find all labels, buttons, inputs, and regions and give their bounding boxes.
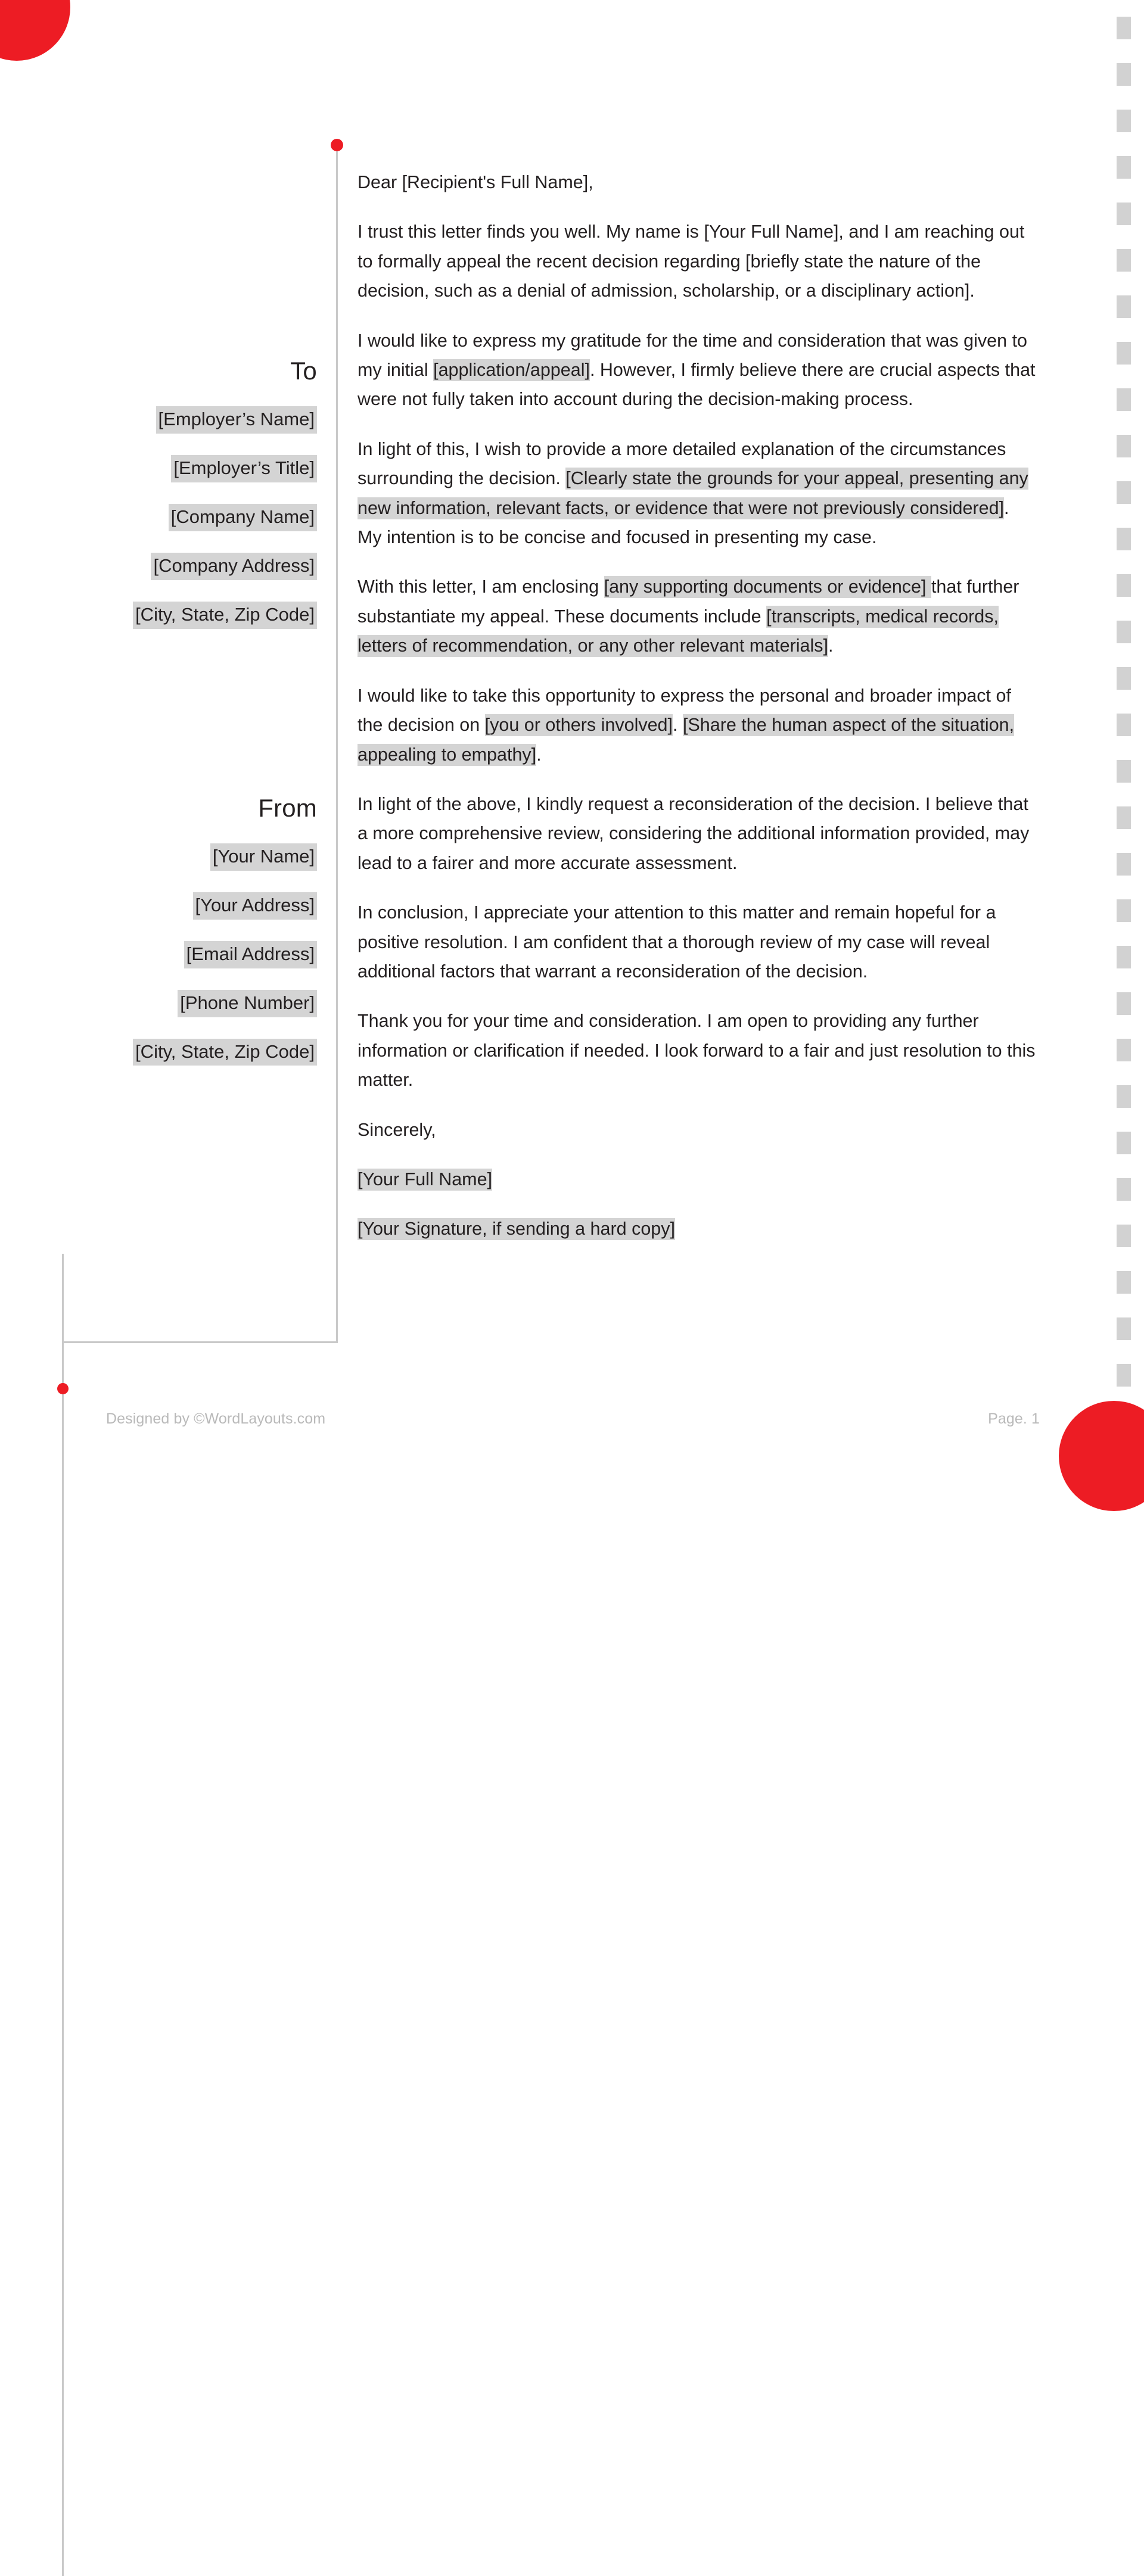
paragraph-conclusion: In conclusion, I appreciate your attention to this matter and remain hopeful for a positive resolution. I am confident that a thorough review of my case will reveal additional factors that warrant a reconsideration of the decision. [358,902,996,982]
paragraph-thanks: Thank you for your time and consideration. I am open to providing any further information or clarification if needed. I look forward to a fair and just resolution to this matter. [358,1011,1036,1091]
edge-block [1117,1317,1131,1340]
employer-name-field[interactable]: [Employer’s Name] [156,406,317,434]
phone-number-field[interactable]: [Phone Number] [178,990,317,1017]
para5-text-a: I would like to take this opportunity to express the personal and broader impact of the decision on [358,685,1011,736]
footer-vertical-line [62,1254,64,2576]
from-field-row [24,941,317,968]
employer-title-field[interactable]: [Employer’s Title] [171,455,317,482]
paragraph-intro: I trust this letter finds you well. My name is [Your Full Name], and I am reaching out to formally appeal the recent decision regarding [briefly state the nature of the decision, such as a denial of admission, scholarship, or a disciplinary action]. [358,222,1025,301]
edge-block [1117,1039,1131,1061]
placeholder-human-aspect[interactable]: [Share the human aspect of the situation, appealing to empathy] [358,715,1015,765]
para5-text-b: . [673,715,683,736]
address-sidebar [24,357,317,1066]
to-heading: To [290,357,317,385]
para3-text-a: In light of this, I wish to provide a more detailed explanation of the circumstances surrounding the decision. [358,438,1006,489]
to-field-row [24,455,317,482]
edge-block [1117,760,1131,783]
paragraph-enclosures [358,572,1036,661]
to-fields [24,406,317,629]
edge-block [1117,110,1131,132]
signature-line-row [358,1214,1036,1244]
edge-block-column [1117,17,1131,1470]
edge-block [1117,295,1131,318]
edge-block [1117,17,1131,39]
placeholder-your-signature[interactable]: [Your Signature, if sending a hard copy] [358,1219,675,1239]
edge-block [1117,574,1131,597]
to-field-row [24,553,317,580]
your-city-state-zip-field[interactable]: [City, State, Zip Code] [133,1039,317,1066]
edge-block [1117,203,1131,225]
company-city-state-zip-field[interactable]: [City, State, Zip Code] [133,602,317,629]
para3-text-b: . My intention is to be concise and focused in presenting my case. [358,497,1009,548]
paragraph-request: In light of the above, I kindly request a reconsideration of the decision. I believe that a more comprehensive review, considering the additional information provided, may lead to a fairer and more accurate assessment. [358,793,1030,873]
to-field-row [24,406,317,434]
letter-body [358,168,1036,1244]
para2-text-a: I would like to express my gratitude for the time and consideration that was given to my initial [358,330,1028,381]
para5-text-c: . [536,744,542,765]
divider-top-dot [331,139,343,151]
edge-block [1117,1132,1131,1154]
para2-text-b: . However, I firmly believe there are crucial aspects that were not fully taken into account during the decision-making process. [358,360,1036,410]
footer-page-number: Page. 1 [988,1410,1040,1427]
edge-block [1117,1178,1131,1201]
edge-block [1117,667,1131,690]
edge-block [1117,1225,1131,1247]
footer-horizontal-line [62,1341,337,1343]
from-field-row [24,990,317,1017]
your-address-field[interactable]: [Your Address] [193,892,318,920]
edge-block [1117,992,1131,1015]
to-field-row [24,602,317,629]
paragraph-gratitude [358,326,1036,415]
edge-block [1117,1364,1131,1387]
email-address-field[interactable]: [Email Address] [184,941,317,968]
para4-text-b: that further substantiate my appeal. These documents include [358,577,1019,627]
placeholder-application-appeal[interactable]: [application/appeal] [433,360,590,381]
para4-text-a: With this letter, I am enclosing [358,577,604,597]
from-field-row [24,843,317,871]
salutation: Dear [Recipient's Full Name], [358,172,593,192]
edge-block [1117,342,1131,365]
company-address-field[interactable]: [Company Address] [151,553,317,580]
paragraph-impact [358,681,1036,770]
your-name-field[interactable]: [Your Name] [210,843,317,871]
edge-block [1117,63,1131,86]
edge-block [1117,946,1131,968]
signature-name-row [358,1165,1036,1194]
footer-bottom-dot [57,1383,69,1394]
edge-block [1117,714,1131,736]
sender-block [24,795,317,1066]
edge-block [1117,1271,1131,1294]
decorative-circle-bottom-right [1059,1401,1144,1511]
edge-block [1117,156,1131,179]
paragraph-grounds [358,435,1036,553]
edge-block [1117,899,1131,922]
footer-credit: Designed by ©WordLayouts.com [106,1410,326,1427]
edge-block [1117,388,1131,411]
edge-block [1117,249,1131,272]
recipient-block [24,357,317,629]
placeholder-people-involved[interactable]: [you or others involved] [484,715,673,736]
company-name-field[interactable]: [Company Name] [169,504,317,531]
placeholder-supporting-documents[interactable]: [any supporting documents or evidence] [604,577,931,597]
from-field-row [24,1039,317,1066]
edge-block [1117,528,1131,550]
placeholder-grounds-for-appeal[interactable]: [Clearly state the grounds for your appeal, presenting any new information, relevant facts, or evidence that were not previously considered] [358,468,1028,518]
from-field-row [24,892,317,920]
para4-text-c: . [828,636,834,656]
decorative-circle-top-left [0,0,70,61]
edge-block [1117,435,1131,457]
placeholder-your-full-name[interactable]: [Your Full Name] [358,1169,493,1189]
edge-block [1117,481,1131,504]
vertical-divider-line [336,145,338,1343]
from-heading: From [258,793,317,822]
edge-block [1117,853,1131,876]
closing: Sincerely, [358,1119,436,1140]
edge-block [1117,806,1131,829]
edge-block [1117,1085,1131,1108]
to-field-row [24,504,317,531]
edge-block [1117,621,1131,643]
placeholder-document-list[interactable]: [transcripts, medical records, letters of recommendation, or any other relevant materials] [358,606,999,656]
from-fields [24,843,317,1066]
